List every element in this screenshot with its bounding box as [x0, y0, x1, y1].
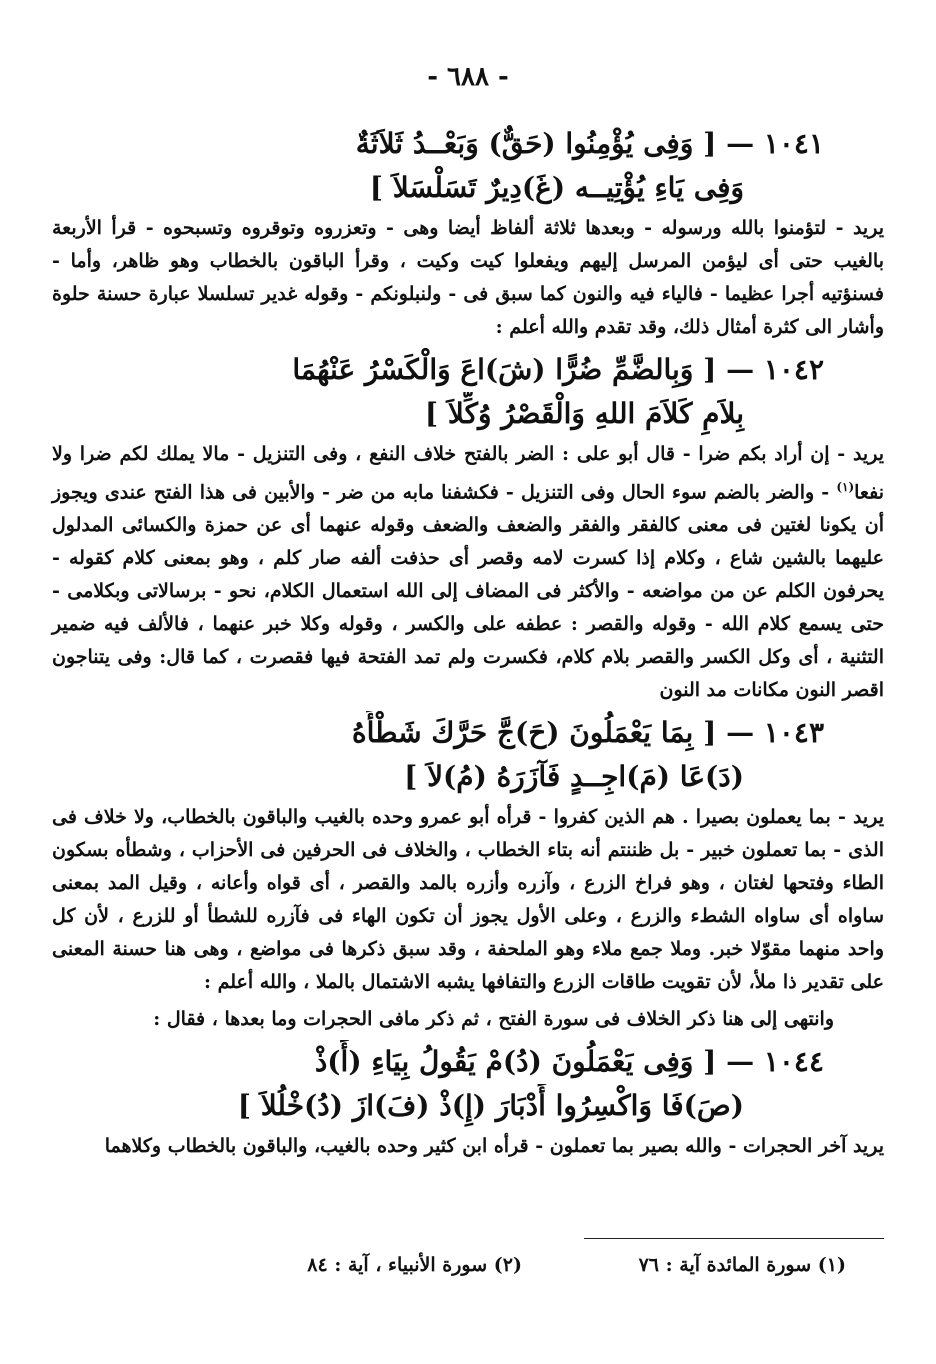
- footnote-2: (٢) سورة الأنبياء ، آية : ٨٤: [307, 1254, 522, 1276]
- page-number: - ٦٨٨ -: [427, 62, 509, 92]
- verse-line: (صَ)فَا وَاكْسِرُوا أَدْبَارَ (إِ)ذْ (فَ)ازَ (دُ)خْلُلاَ ]: [237, 1089, 744, 1123]
- page-content: [52, 122, 884, 1167]
- verse-line: ١٠٤٣ — [ بِمَا يَعْمَلُونَ (حَ)جَّ حَرَّكَ شَطْأَهُ: [351, 716, 824, 750]
- verse-line: بِلاَمِ كَلاَمَ اللهِ وَالْقَصْرُ وُكِّلاَ ]: [424, 397, 744, 430]
- verse-line: وَفِى يَاءِ يُؤْتِيــه (غَ)دِيرٌ تَسَلْسَلاَ ]: [369, 171, 744, 204]
- explanation-paragraph: [52, 438, 884, 707]
- explanation-text: يريد - إن أراد بكم ضرا - قال أبو على : الضر بالفتح خلاف النفع ، وفى التنزيل - مالا يملك لكم ضرا ولا نفعا: [52, 443, 884, 504]
- verse-line: ١٠٤١ — [ وَفِى يُؤْمِنُوا (حَقٌّ) وَبَعْــدُ ثَلاَثَةٌ: [355, 127, 824, 160]
- verse-block-1044: [52, 1040, 884, 1163]
- verse-line: (دَ)عَا (مَ)اجِــدٍ فَآزَرَهُ (مُ)لاَ ]: [404, 760, 744, 794]
- explanation-paragraph: يريد - بما يعملون بصيرا . هم الذين كفروا - قرأه أبو عمرو وحده بالغيب والباقون بالخطاب، ولا خلاف فى الذى - بما تعملون خبير - بل ظننتم أنه بتاء الخطاب ، والخلاف فى الحرفين فى الأحزاب ، وشطأه بسكون الطاء وفتحها لغتان ، وهو فراخ الزرع ، وآزره وأزره بالمد والقصر ، أى قواه وأعانه ، وقيل المد بمعنى ساواه أى ساواه الشطء والزرع ، وعلى الأول يجوز أن تكون الهاء فى فآزره للشطأ أو للزرع ، لأن كل واحد منهما مقوّلا خبر. وملا جمع ملاء وهو الملحفة ، وقد سبق ذكرها فى مواضع ، وهى هنا حسنة المعنى على تقدير ذا ملأ، لأن تقويت طاقات الزرع والتفافها يشبه الاشتمال بالملا ، والله أعلم :: [52, 806, 884, 994]
- explanation-text: - والضر بالضم سوء الحال وفى التنزيل - فكشفنا مابه من ضر - والأبين فى هذا الفتح عندى ويجوز أن يكونا لغتين فى معنى كالفقر والفقر والضعف والضعف وقوله عنهما أى عن حمزة والكسائى المدلول عليهما بالشين شاع ، وكلام إذا كسرت لامه وقصر أى حذفت ألفه صار كلم ، وهو بمعنى كلام كقوله - يحرفون الكلم عن من مواضعه - والأكثر فى المضاف إلى الله استعمال الكلام، نحو - برسالاتى وبكلامى - حتى يسمع كلام الله - وقوله والقصر : عطفه على والكسر ، وقوله وكلا خبر عنهما ، فالألف فيه ضمير التثنية ، أى وكل الكسر والقصر بلام كلام، فكسرت ولم تمد الفتحة فيها فقصرت ، كما قال: وفى يتناجون اقصر النون مكانات مد النون: [52, 481, 884, 702]
- footnote-divider: [584, 1238, 884, 1239]
- verse-block-1043: [52, 711, 884, 1036]
- verse-line: ١٠٤٢ — [ وَبِالضَّمِّ ضُرًّا (شَ)اعَ وَالْكَسْرُ عَنْهُمَا: [292, 353, 824, 386]
- footnotes: [86, 1254, 846, 1276]
- verse-block-1042: [52, 348, 884, 707]
- verse-line: ١٠٤٤ — [ وَفِى يَعْمَلُونَ (دُ)مْ يَقُولُ بِيَاءِ (أَ)ذْ: [314, 1045, 824, 1079]
- footnote-1: (١) سورة المائدة آية : ٧٦: [638, 1254, 846, 1276]
- explanation-paragraph: يريد - لتؤمنوا بالله ورسوله - وبعدها ثلاثة ألفاظ أيضا وهى - وتعزروه وتوقروه وتسبحوه - قرأ الأربعة بالغيب حتى أى ليؤمن المرسل إليهم ويفعلوا كيت وكيت ، وقرأ الباقون بالخطاب وهو ظاهر، وأما - فسنؤتيه أجرا عظيما - فالياء فيه والنون كما سبق فى - ولنبلونكم - وقوله غدير تسلسلا عبارة حسنة حلوة وأشار الى كثرة أمثال ذلك، وقد تقدم والله أعلم :: [52, 217, 884, 338]
- verse-block-1041: [52, 122, 884, 344]
- transition-paragraph: وانتهى إلى هنا ذكر الخلاف فى سورة الفتح ، ثم ذكر مافى الحجرات وما بعدها ، فقال :: [153, 1008, 834, 1031]
- explanation-paragraph: يريد آخر الحجرات - والله بصير بما تعملون - قرأه ابن كثير وحده بالغيب، والباقون بالخطاب وكلاهما: [104, 1135, 884, 1158]
- footnote-reference: (١): [836, 480, 855, 494]
